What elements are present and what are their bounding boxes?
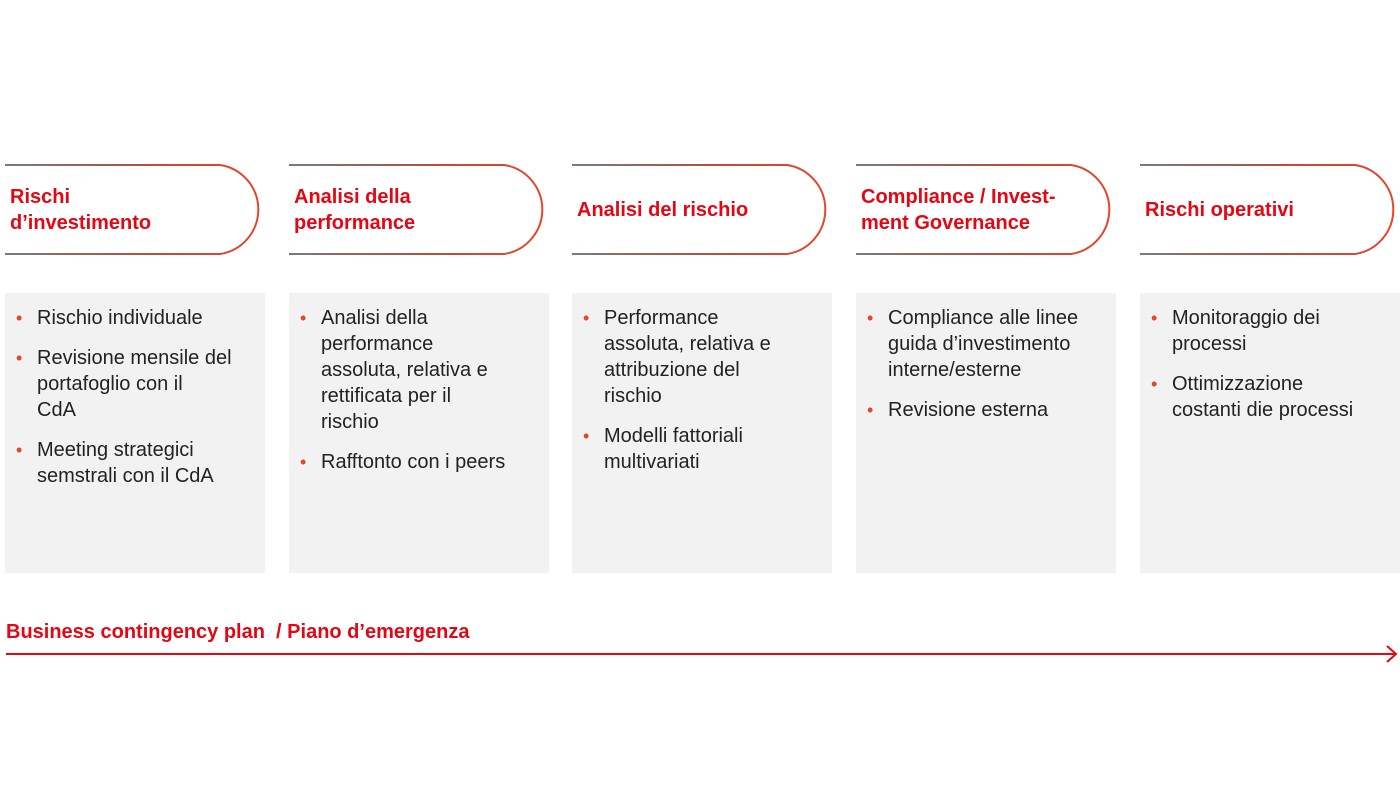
column-body-panel [856, 293, 1116, 573]
column-header [856, 164, 1118, 255]
timeline-label: Business contingency plan / Piano d’emergenza [6, 621, 470, 643]
column-title: Analisi del rischio [577, 198, 749, 221]
column-header [5, 164, 267, 255]
bullet-text: Revisione mensile del portafoglio con il CdA [37, 347, 232, 421]
bullet-item [866, 305, 1106, 383]
bullet-dot-icon: • [1151, 308, 1158, 328]
bullet-dot-icon: • [583, 426, 590, 446]
column-body-panel [289, 293, 549, 573]
bullet-text: Rischio individuale [37, 307, 203, 329]
column-compliance-governance [856, 164, 1118, 421]
bullet-text: Analisi della performance assoluta, relativa e rettificata per il rischio [321, 307, 488, 433]
bullet-list [582, 305, 822, 475]
column-analisi-performance [289, 164, 551, 473]
column-header [289, 164, 551, 255]
bullet-item [866, 397, 1106, 423]
bullet-item [299, 305, 539, 435]
bullet-item [1150, 305, 1390, 357]
bullet-text: Compliance alle linee guida d’investimento interne/esterne [888, 307, 1079, 381]
column-body-panel [5, 293, 265, 573]
column-analisi-rischio [572, 164, 834, 473]
bullet-dot-icon: • [583, 308, 590, 328]
column-title: Rischi d’investimento [10, 185, 152, 234]
bullet-item [582, 423, 822, 475]
bullet-list [1150, 305, 1390, 423]
bullet-list [866, 305, 1106, 423]
timeline-arrow-icon [6, 644, 1398, 664]
bullet-item [15, 437, 255, 489]
bullet-item [1150, 371, 1390, 423]
bullet-item [15, 345, 255, 423]
bullet-text: Performance assoluta, relativa e attribuzione del rischio [604, 307, 771, 407]
bullet-text: Revisione esterna [888, 399, 1049, 421]
bullet-text: Modelli fattoriali multivariati [604, 425, 743, 473]
bullet-text: Ottimizzazione costanti die processi [1172, 373, 1354, 421]
column-header [1140, 164, 1400, 255]
column-body-panel [572, 293, 832, 573]
bullet-dot-icon: • [867, 400, 874, 420]
bullet-list [15, 305, 255, 489]
column-title: Compliance / Invest- ment Governance [861, 185, 1056, 234]
bullet-list [299, 305, 539, 475]
bullet-item [299, 449, 539, 475]
bullet-dot-icon: • [16, 348, 23, 368]
bullet-dot-icon: • [16, 440, 23, 460]
column-body-panel [1140, 293, 1400, 573]
column-title: Analisi della performance [294, 185, 416, 234]
bullet-text: Meeting strategici semstrali con il CdA [37, 439, 214, 487]
column-title: Rischi operativi [1145, 198, 1294, 221]
bullet-text: Monitoraggio dei processi [1172, 307, 1320, 355]
bullet-dot-icon: • [1151, 374, 1158, 394]
column-header [572, 164, 834, 255]
bullet-dot-icon: • [300, 308, 307, 328]
bullet-item [15, 305, 255, 331]
column-rischi-investimento [5, 164, 267, 487]
bullet-dot-icon: • [867, 308, 874, 328]
bullet-item [582, 305, 822, 409]
bullet-dot-icon: • [16, 308, 23, 328]
column-rischi-operativi [1140, 164, 1400, 421]
bullet-text: Rafftonto con i peers [321, 451, 506, 473]
bullet-dot-icon: • [300, 452, 307, 472]
